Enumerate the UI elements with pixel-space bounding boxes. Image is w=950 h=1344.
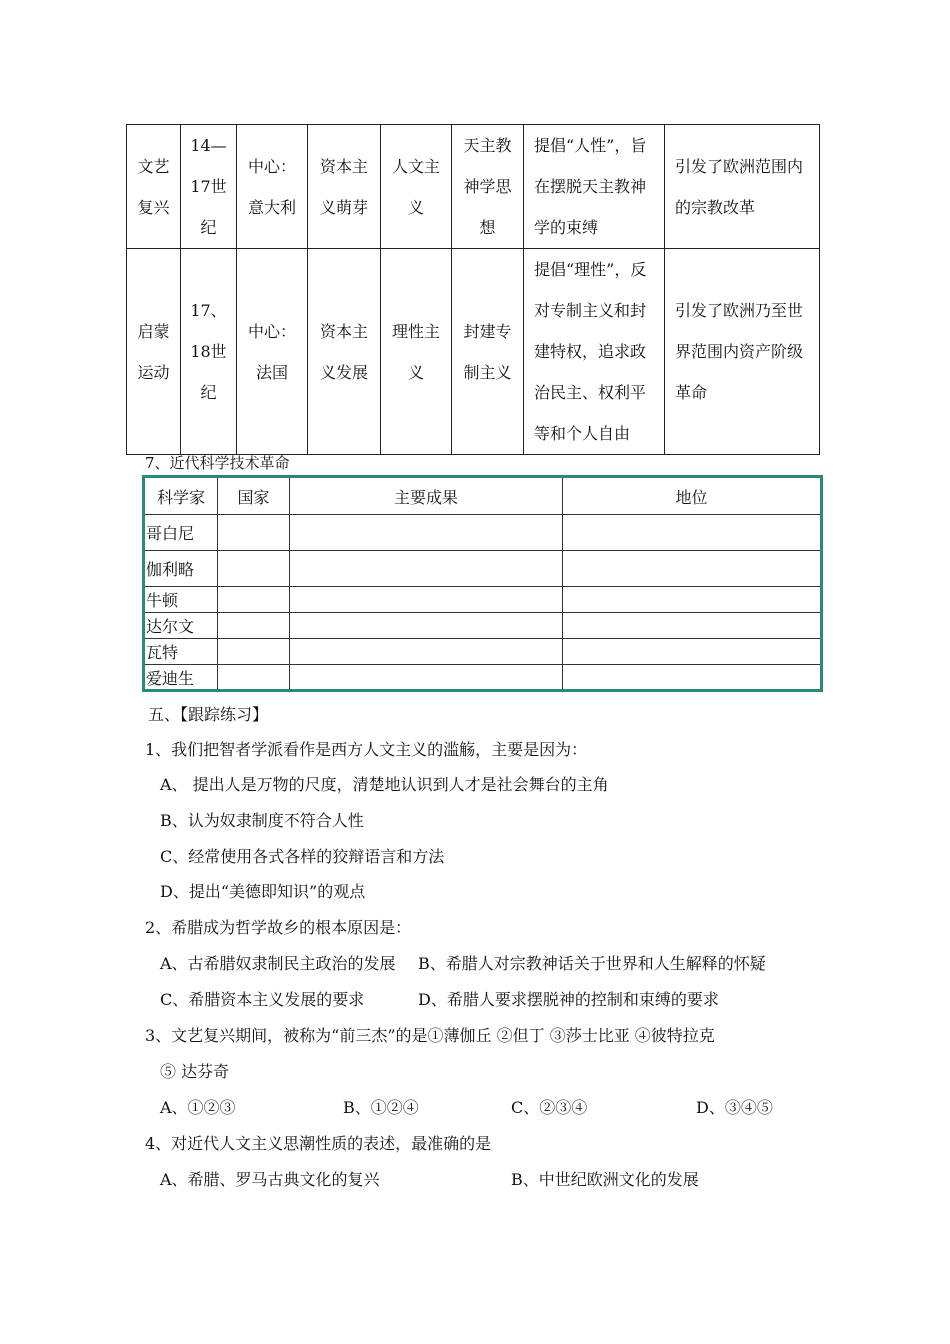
country-cell[interactable]: [218, 665, 290, 691]
table-row: [127, 249, 820, 455]
scientist-name: 爱迪生: [144, 665, 218, 691]
table-row: [127, 125, 820, 249]
header-scientist: 科学家: [144, 477, 218, 515]
scientist-name: 达尔文: [144, 613, 218, 639]
country-cell[interactable]: [218, 551, 290, 587]
movement-impact: 引发了欧洲范围内的宗教改革: [665, 125, 820, 249]
question-1-option-b: B、认为奴隶制度不符合人性: [160, 811, 364, 830]
achievement-cell[interactable]: [290, 587, 563, 613]
status-cell[interactable]: [563, 665, 822, 691]
table-row: [144, 551, 822, 587]
achievement-cell[interactable]: [290, 639, 563, 665]
science-caption: 7、近代科学技术革命: [145, 454, 290, 472]
movement-time: 14—17世纪: [181, 125, 237, 249]
movement-impact: 引发了欧洲乃至世界范围内资产阶级革命: [665, 249, 820, 455]
scientist-name: 伽利略: [144, 551, 218, 587]
question-2-option-b: B、希腊人对宗教神话关于世界和人生解释的怀疑: [418, 954, 766, 973]
question-3-option-c: C、②③④: [511, 1098, 588, 1117]
movement-content: 提倡“人性”，旨在摆脱天主教神学的束缚: [524, 125, 665, 249]
question-1-option-c: C、经常使用各式各样的狡辩语言和方法: [160, 847, 445, 866]
achievement-cell[interactable]: [290, 665, 563, 691]
country-cell[interactable]: [218, 613, 290, 639]
question-3-stem: 3、文艺复兴期间，被称为“前三杰”的是①薄伽丘 ②但丁 ③莎士比亚 ④彼特拉克: [145, 1026, 715, 1045]
header-status: 地位: [563, 477, 822, 515]
table-row: [144, 515, 822, 551]
movement-thought: 人文主义: [381, 125, 452, 249]
achievement-cell[interactable]: [290, 515, 563, 551]
header-country: 国家: [218, 477, 290, 515]
question-2-option-d: D、希腊人要求摆脱神的控制和束缚的要求: [418, 990, 719, 1009]
table-row: [144, 587, 822, 613]
status-cell[interactable]: [563, 515, 822, 551]
table-row: [144, 665, 822, 691]
country-cell[interactable]: [218, 639, 290, 665]
movement-economy: 资本主义发展: [308, 249, 381, 455]
movement-opposed: 封建专制主义: [452, 249, 524, 455]
movement-economy: 资本主义萌芽: [308, 125, 381, 249]
question-1-option-a: A、 提出人是万物的尺度，清楚地认识到人才是社会舞台的主角: [160, 775, 609, 794]
status-cell[interactable]: [563, 639, 822, 665]
movement-center: 中心：意大利: [237, 125, 308, 249]
movement-name: 启蒙运动: [127, 249, 181, 455]
movement-name: 文艺复兴: [127, 125, 181, 249]
table-row: [144, 613, 822, 639]
table-header-row: [144, 477, 822, 515]
movement-content: 提倡“理性”，反对专制主义和封建特权，追求政治民主、权利平等和个人自由: [524, 249, 665, 455]
science-table: [142, 475, 823, 692]
question-2-stem: 2、希腊成为哲学故乡的根本原因是：: [145, 918, 412, 937]
question-4-stem: 4、对近代人文主义思潮性质的表述，最准确的是: [145, 1134, 492, 1153]
question-3-option-d: D、③④⑤: [696, 1098, 773, 1117]
country-cell[interactable]: [218, 515, 290, 551]
question-1-stem: 1、我们把智者学派看作是西方人文主义的滥觞，主要是因为：: [145, 740, 588, 759]
movement-center: 中心：法国: [237, 249, 308, 455]
practice-heading: 五、【跟踪练习】: [148, 705, 269, 724]
question-2-option-a: A、古希腊奴隶制民主政治的发展: [160, 954, 396, 973]
country-cell[interactable]: [218, 587, 290, 613]
question-1-option-d: D、提出“美德即知识”的观点: [160, 882, 366, 901]
status-cell[interactable]: [563, 587, 822, 613]
achievement-cell[interactable]: [290, 613, 563, 639]
movement-time: 17、18世纪: [181, 249, 237, 455]
movement-opposed: 天主教神学思想: [452, 125, 524, 249]
question-2-option-c: C、希腊资本主义发展的要求: [160, 990, 365, 1009]
table-row: [144, 639, 822, 665]
scientist-name: 牛顿: [144, 587, 218, 613]
movement-table: [126, 124, 820, 455]
scientist-name: 哥白尼: [144, 515, 218, 551]
scientist-name: 瓦特: [144, 639, 218, 665]
question-4-option-a: A、希腊、罗马古典文化的复兴: [160, 1170, 380, 1189]
question-3-option-a: A、①②③: [160, 1098, 236, 1117]
question-4-option-b: B、中世纪欧洲文化的发展: [511, 1170, 699, 1189]
status-cell[interactable]: [563, 613, 822, 639]
achievement-cell[interactable]: [290, 551, 563, 587]
question-3-stem-continued: ⑤ 达芬奇: [160, 1062, 230, 1081]
status-cell[interactable]: [563, 551, 822, 587]
question-3-option-b: B、①②④: [343, 1098, 419, 1117]
movement-thought: 理性主义: [381, 249, 452, 455]
header-achievement: 主要成果: [290, 477, 563, 515]
